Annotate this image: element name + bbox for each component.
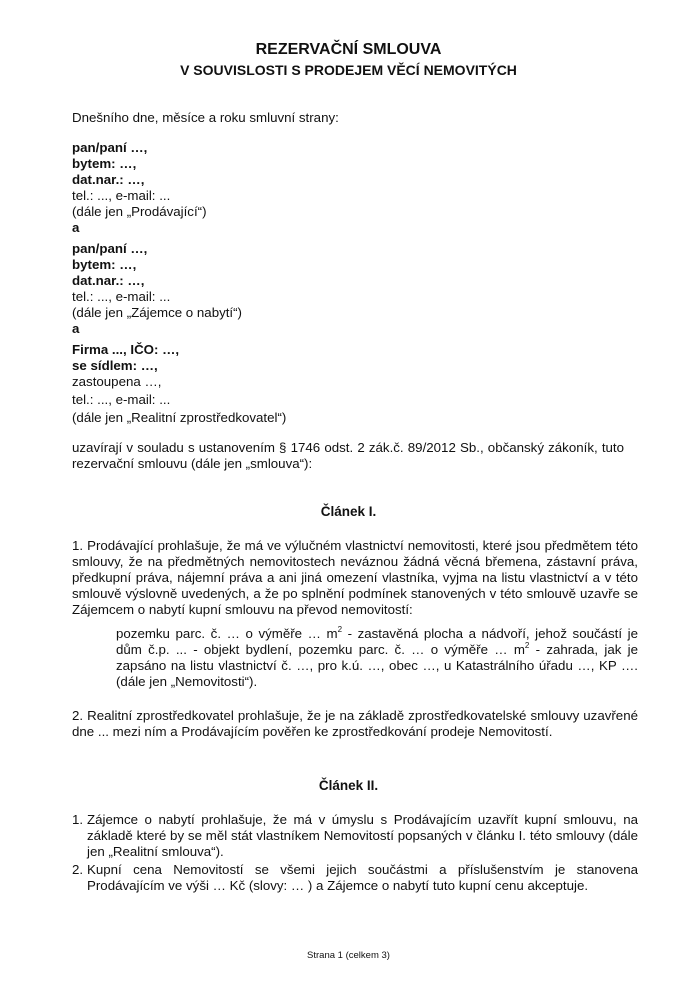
conjunction-and: a: [72, 220, 80, 235]
seller-alias: (dále jen „Prodávající“): [72, 204, 207, 219]
conjunction-and: a: [72, 321, 80, 336]
article-1-paragraph-1: 1. Prodávající prohlašuje, že má ve výlučném vlastnictví nemovitosti, které jsou předmětem této smlouvy, že na předmětných nemovitostech neváznou žádná věcná břemena, zástavní práva, předkupní práva, nájemní práva a ani jiná omezení vlastníka, vyjma na listu vlastnictví a v této smlouvě výslovně uvedených, a že po splnění podmínek stanovených v této smlouvě uzavře se Zájemcem o nabytí kupní smlouvu na převod nemovitostí:: [72, 538, 638, 617]
article-1-paragraph-2: 2. Realitní zprostředkovatel prohlašuje, že je na základě zprostředkovatelské smlouvy uzavřené dne ... mezi ním a Prodávajícím pověřen ke zprostředkování prodeje Nemovitostí.: [72, 708, 638, 739]
buyer-name: pan/paní …,: [72, 241, 148, 256]
agent-alias: (dále jen „Realitní zprostředkovatel“): [72, 410, 287, 425]
list-item: [72, 862, 638, 894]
list-item: [72, 812, 638, 860]
superscript-2: 2: [524, 641, 530, 650]
parties-section: [72, 110, 624, 426]
agreement-paragraph: uzavírají v souladu s ustanovením § 1746 odst. 2 zák.č. 89/2012 Sb., občanský zákoník, tuto rezervační smlouvu (dále jen „smlouva“):: [72, 440, 624, 471]
buyer-alias: (dále jen „Zájemce o nabytí“): [72, 305, 242, 320]
document-header: [0, 40, 697, 79]
document-title: REZERVAČNÍ SMLOUVA: [255, 41, 442, 58]
list-item-text: Zájemce o nabytí prohlašuje, že má v úmyslu s Prodávajícím uzavřít kupní smlouvu, na základě které by se měl stát vlastníkem Nemovitostí popsaných v článku I. této smlouvy (dále jen „Realitní smlouva“).: [87, 812, 638, 859]
seller-contact: tel.: ..., e-mail: ...: [72, 188, 171, 203]
list-item-number: 2.: [72, 862, 84, 877]
document-subtitle: V SOUVISLOSTI S PRODEJEM VĚCÍ NEMOVITÝCH: [180, 62, 517, 78]
list-item-number: 1.: [72, 812, 84, 827]
agent-represented: zastoupena …,: [72, 374, 162, 389]
party-buyer: [72, 241, 624, 337]
property-text-a: pozemku parc. č. … o výměře … m: [116, 626, 338, 641]
agent-seat: se sídlem: …,: [72, 358, 158, 373]
list-item-text: Kupní cena Nemovitostí se všemi jejich součástmi a příslušenstvím je stanovena Prodávajícím ve výši … Kč (slovy: … ) a Zájemce o nabytí tuto kupní cenu akceptuje.: [87, 862, 638, 893]
agent-name: Firma ..., IČO: …,: [72, 342, 180, 357]
seller-name: pan/paní …,: [72, 140, 148, 155]
agent-contact: tel.: ..., e-mail: ...: [72, 392, 171, 407]
article-1-heading: Článek I.: [320, 504, 377, 519]
buyer-contact: tel.: ..., e-mail: ...: [72, 289, 171, 304]
party-agent: [72, 342, 624, 426]
property-text-c: - zahrada, jak je zapsáno na listu vlastnictví č. …, pro k.ú. …, obec …, u Katastrálního úřadu …, KP …. (dále jen „Nemovitosti“).: [116, 642, 638, 689]
property-text-b: - zastavěná plocha a nádvoří, jehož součástí je dům č.p. ... - objekt bydlení, pozemku parc. č. … o výměře … m: [116, 626, 638, 657]
article-2-list: [72, 812, 638, 896]
article-2-heading: Článek II.: [318, 778, 379, 793]
superscript-2: 2: [337, 625, 343, 634]
seller-address: bytem: …,: [72, 156, 137, 171]
buyer-dob: dat.nar.: …,: [72, 273, 145, 288]
intro-text: Dnešního dne, měsíce a roku smluvní strany:: [72, 110, 339, 125]
property-description: [116, 626, 638, 690]
buyer-address: bytem: …,: [72, 257, 137, 272]
seller-dob: dat.nar.: …,: [72, 172, 145, 187]
page-footer: Strana 1 (celkem 3): [307, 950, 390, 961]
party-seller: [72, 140, 624, 236]
